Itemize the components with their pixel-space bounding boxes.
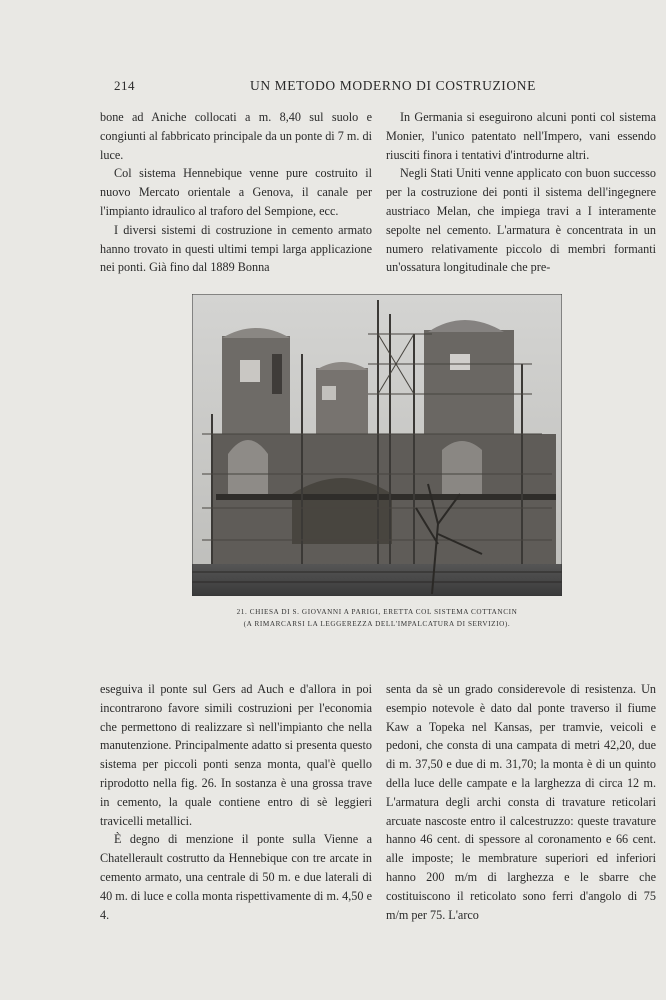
bottom-left-column <box>100 680 372 924</box>
paragraph: Negli Stati Uniti venne applicato con buon successo per la costruzione dei ponti il sistema dell'ingegnere austriaco Melan, che impiega travi a I interamente sepolte nel cemento. L'armatura è concentrata in un numero relativamente piccolo di membri formanti un'ossatura longitudinale che pre- <box>386 166 656 275</box>
bottom-right-column <box>386 680 656 924</box>
page-number: 214 <box>114 78 135 93</box>
top-left-column <box>100 108 372 277</box>
paragraph: Col sistema Hennebique venne pure costruito il nuovo Mercato orientale a Genova, il canale per l'impianto idraulico al traforo del Sempione, ecc. <box>100 166 372 218</box>
figure-caption <box>192 606 562 630</box>
paragraph: I diversi sistemi di costruzione in cemento armato hanno trovato in questi ultimi tempi larga applicazione nei ponti. Già fino dal 1889 Bonna <box>100 222 372 275</box>
top-right-column <box>386 108 656 277</box>
running-title: UN METODO MODERNO DI COSTRUZIONE <box>250 78 536 93</box>
caption-line: (A RIMARCARSI LA LEGGEREZZA DELL'IMPALCATURA DI SERVIZIO). <box>243 620 511 628</box>
page-header <box>100 78 566 98</box>
paragraph: senta da sè un grado considerevole di resistenza. Un esempio notevole è dato dal ponte traverso il fiume Kaw a Topeka nel Kansas, per tramvie, veicoli e pedoni, che consta di una campata di metri 42,20, due di m. 37,50 e due di m. 31,70; la monta è di un quinto della luce delle campate e la larghezza di circa 12 m. L'armatura degli archi consta di travature reticolari arcuate nascoste entro il calcestruzzo: queste travature hanno 46 cent. di spessore al coronamento e 66 cent. alle imposte; le membrature superiori ed inferiori hanno 200 m/m di larghezza e le sbarre che costituiscono il reticolato sono ferri d'angolo di 75 m/m per 75. L'arco <box>386 682 656 922</box>
paragraph: eseguiva il ponte sul Gers ad Auch e d'allora in poi incontrarono favore simili costruzioni per l'economia che permettono di realizzare sì nell'impianto che nella manutenzione. Principalmente adatto si presenta questo sistema per piccoli ponti senza monta, qual'è quello riprodotto nella fig. 26. In sostanza è una grossa trave in cemento, la quale contiene entro di sè leggieri travicelli metallici. <box>100 682 372 828</box>
caption-line: 21. CHIESA DI S. GIOVANNI A PARIGI, ERETTA COL SISTEMA COTTANCIN <box>236 608 518 616</box>
church-photograph <box>192 294 562 596</box>
paragraph: bone ad Aniche collocati a m. 8,40 sul suolo e congiunti al fabbricato principale da un ponte di 7 m. di luce. <box>100 110 372 162</box>
paragraph: È degno di menzione il ponte sulla Vienne a Chatellerault costrutto da Hennebique con tre arcate in cemento armato, una centrale di 50 m. e due laterali di 40 m. di luce e colla monta rispettivamente di m. 4,50 e 4. <box>100 832 372 922</box>
paragraph: In Germania si eseguirono alcuni ponti col sistema Monier, l'unico patentato nell'Impero, vani essendo riusciti finora i tentativi d'introdurne altri. <box>386 110 656 162</box>
